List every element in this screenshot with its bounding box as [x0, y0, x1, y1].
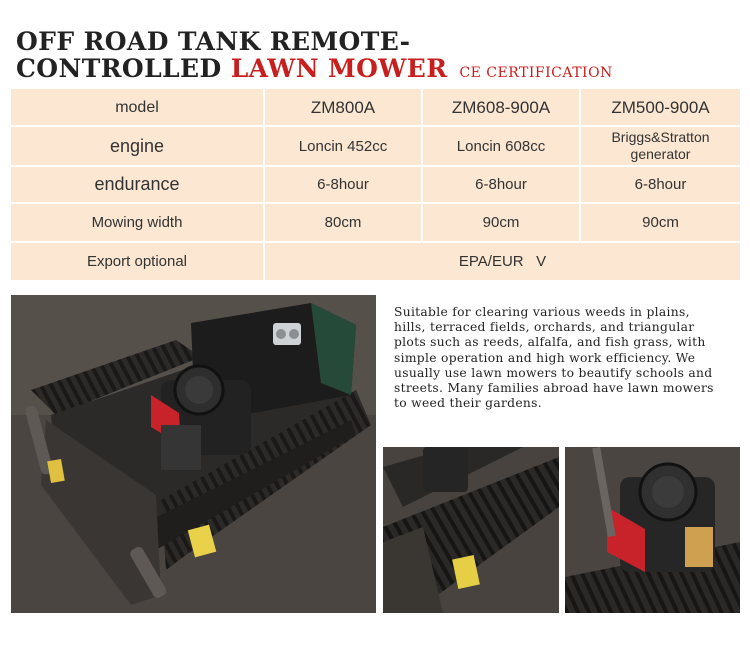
- row-label: Mowing width: [10, 203, 264, 242]
- track-detail-photo: [383, 447, 559, 613]
- row-label: engine: [10, 126, 264, 166]
- table-row-endurance: [10, 166, 741, 203]
- table-row-engine: [10, 126, 741, 166]
- engine-cell: Loncin 452cc: [264, 126, 422, 166]
- table-row-model: [10, 88, 741, 126]
- mowing-width-cell: 90cm: [580, 203, 741, 242]
- main-product-photo: [11, 295, 376, 613]
- title-line-2: [16, 55, 613, 87]
- title-line-1: OFF ROAD TANK REMOTE-: [16, 27, 411, 56]
- engine-cell: Briggs&Stratton generator: [580, 126, 741, 166]
- product-description: Suitable for clearing various weeds in plains, hills, terraced fields, orchards, and triangular plots such as reeds, alfalfa, and fish grass, with simple operation and high work efficiency. We usually use lawn mowers to beautify schools and streets. Many families abroad have lawn mowers to weed their gardens.: [394, 305, 714, 411]
- engine-closeup-illustration: [565, 447, 740, 613]
- endurance-cell: 6-8hour: [264, 166, 422, 203]
- endurance-cell: 6-8hour: [422, 166, 580, 203]
- page-title: [16, 28, 613, 87]
- table-row-export: [10, 242, 741, 281]
- title-product-name: LAWN MOWER: [230, 54, 448, 83]
- model-cell: ZM800A: [264, 88, 422, 126]
- row-label: Export optional: [10, 242, 264, 281]
- engine-cell: Loncin 608cc: [422, 126, 580, 166]
- model-cell: ZM500-900A: [580, 88, 741, 126]
- mowing-width-cell: 80cm: [264, 203, 422, 242]
- model-cell: ZM608-900A: [422, 88, 580, 126]
- table-row-mowing-width: [10, 203, 741, 242]
- export-cell: EPA/EUR V: [264, 242, 741, 281]
- title-line-2-plain: CONTROLLED: [16, 54, 231, 83]
- track-closeup-illustration: [383, 447, 559, 613]
- mower-illustration: [11, 295, 376, 613]
- endurance-cell: 6-8hour: [580, 166, 741, 203]
- mowing-width-cell: 90cm: [422, 203, 580, 242]
- ce-certification-label: CE CERTIFICATION: [459, 65, 613, 81]
- spec-table: [9, 87, 742, 282]
- row-label: endurance: [10, 166, 264, 203]
- row-label: model: [10, 88, 264, 126]
- engine-detail-photo: [565, 447, 740, 613]
